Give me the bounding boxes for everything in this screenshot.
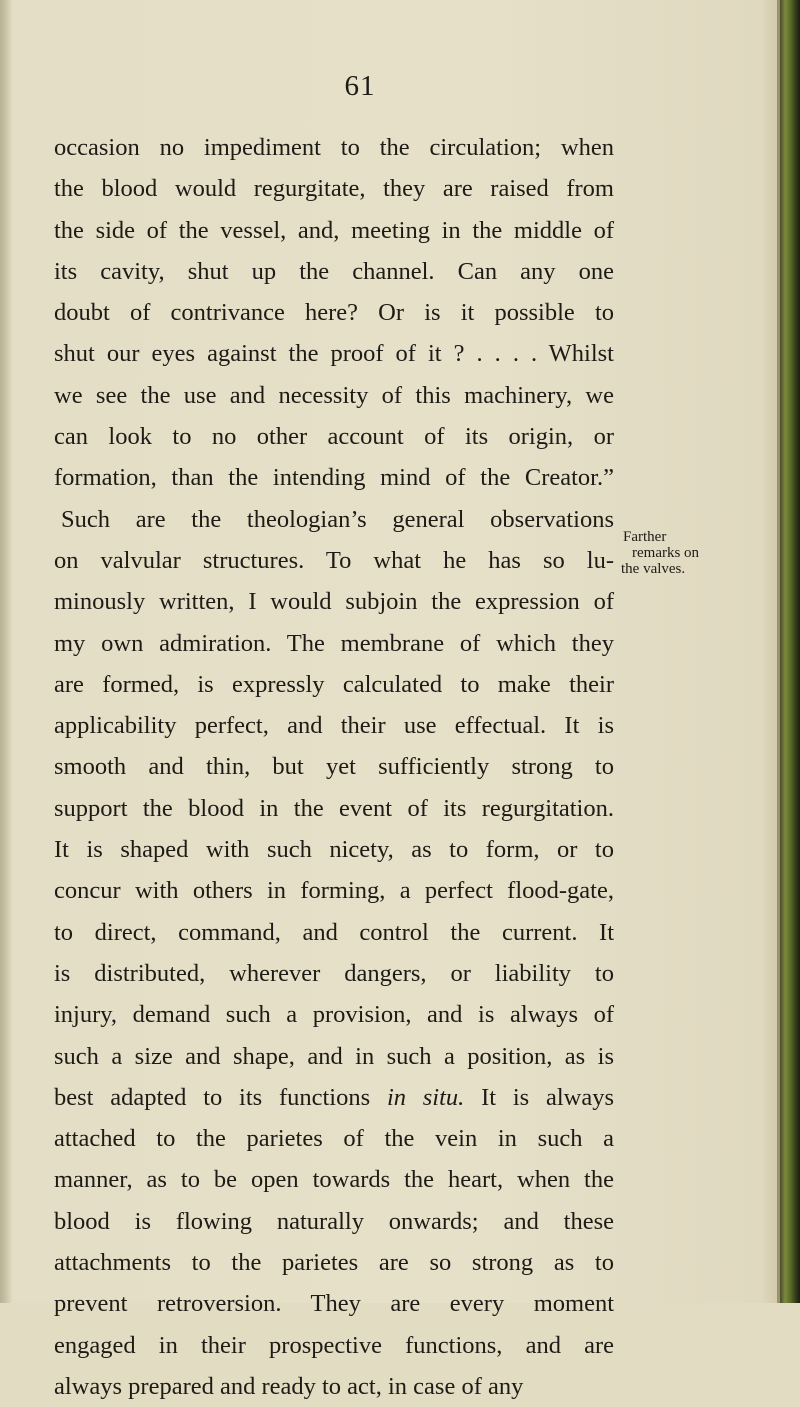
text-line: my own admiration. The membrane of which they xyxy=(54,629,614,657)
text-line-with-italic xyxy=(54,1077,614,1118)
margin-note-line: Farther xyxy=(623,529,667,545)
text-line: we see the use and necessity of this machinery, we xyxy=(54,381,614,409)
text-line: concur with others in forming, a perfect flood-gate, xyxy=(54,877,614,905)
text-line: engaged in their prospective functions, and are xyxy=(54,1331,614,1359)
text-line: are formed, is expressly calculated to make their xyxy=(54,670,614,698)
text-line: attachments to the parietes are so strong as to xyxy=(54,1249,614,1277)
text-line: such a size and shape, and in such a position, as is xyxy=(54,1042,614,1070)
italic-phrase: in situ. xyxy=(386,1083,465,1111)
text-line: can look to no other account of its origin, or xyxy=(54,423,614,451)
text-line: doubt of contrivance here? Or is it possible to xyxy=(54,299,614,327)
text-line: smooth and thin, but yet sufficiently strong to xyxy=(54,753,614,781)
page-number: 61 xyxy=(344,70,376,102)
text-line: attached to the parietes of the vein in such a xyxy=(54,1125,614,1153)
margin-note-line: the valves. xyxy=(621,561,686,577)
text-line: occasion no impediment to the circulation; when xyxy=(54,134,614,161)
text-line: support the blood in the event of its regurgitation. xyxy=(54,794,614,822)
text-line: formation, than the intending mind of the Creator.” xyxy=(54,464,614,492)
margin-note-line: remarks on xyxy=(632,545,700,561)
text-segment: It is always xyxy=(481,1083,614,1111)
body-text xyxy=(54,127,614,1407)
text-segment: best adapted to its functions xyxy=(54,1083,371,1111)
text-line: shut our eyes against the proof of it ? . . . . Whilst xyxy=(54,340,614,368)
text-line: to direct, command, and control the current. It xyxy=(54,918,614,946)
text-line: blood is flowing naturally onwards; and these xyxy=(54,1207,614,1235)
text-line: Such are the theologian’s general observations xyxy=(61,505,614,533)
text-line: is distributed, wherever dangers, or liability to xyxy=(54,959,614,987)
book-binding xyxy=(780,0,800,1303)
text-line: manner, as to be open towards the heart, when the xyxy=(54,1166,614,1194)
text-line: applicability perfect, and their use effectual. It is xyxy=(54,712,614,740)
text-line: prevent retroversion. They are every moment xyxy=(54,1290,614,1318)
text-line: the side of the vessel, and, meeting in the middle of xyxy=(54,216,614,244)
text-line: the blood would regurgitate, they are raised from xyxy=(54,175,614,203)
text-line: on valvular structures. To what he has so lu- xyxy=(54,546,614,574)
page-gutter-shadow xyxy=(0,0,12,1303)
text-line: minously written, I would subjoin the expression of xyxy=(54,588,614,616)
margin-note xyxy=(621,529,721,577)
text-line: always prepared and ready to act, in case of any xyxy=(54,1372,524,1400)
text-line: It is shaped with such nicety, as to form, or to xyxy=(54,836,614,864)
text-line: its cavity, shut up the channel. Can any one xyxy=(54,257,614,285)
text-line: injury, demand such a provision, and is always of xyxy=(54,1001,614,1029)
